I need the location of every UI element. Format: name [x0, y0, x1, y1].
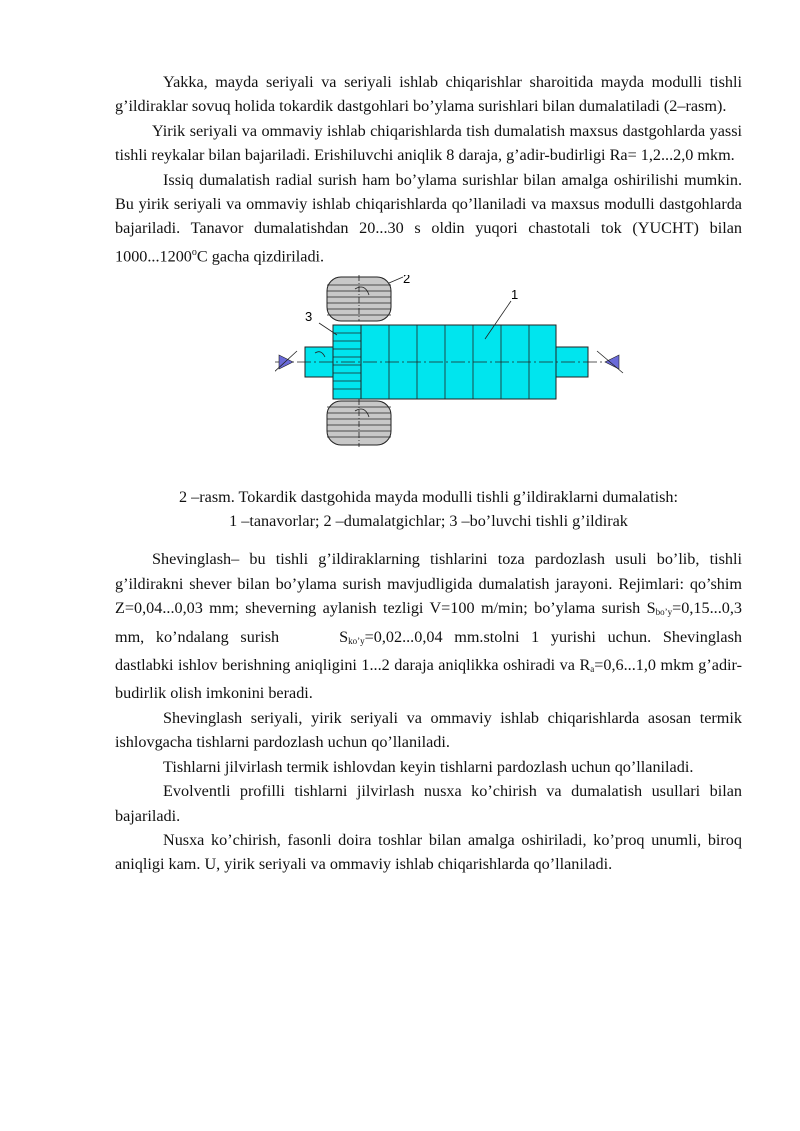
- paragraph-copying: Nusxa ko’chirish, fasonli doira toshlar bilan amalga oshiriladi, ko’proq unumli, biroq aniqligi kam. U, yirik seriyali va ommaviy ishlab chiqarishlarda qo’llaniladi.: [115, 830, 742, 874]
- shaving-text-1: Shevinglash– bu tishli g’ildiraklarning tishlarini toza pardozlash usuli bo’lib, tishli g’ildirakni shever bilan bo’ylama surish mavjudligida dumalatish jarayoni. Rejimlari: qo’shim Z=0,04...0,03 mm; sheverning aylanish tezligi V=100 m/min; bo’ylama surish S: [115, 550, 742, 618]
- paragraph-involute-grinding: Evolventli profilli tishlarni jilvirlash nusxa ko’chirish va dumalatish usullari bilan bajariladi.: [115, 782, 742, 825]
- paragraph-grinding: Tishlarni jilvirlash termik ishlovdan keyin tishlarni pardozlash uchun qo’llaniladi.: [163, 757, 694, 776]
- lower-roller: [327, 399, 391, 447]
- figure-gear-rolling: [115, 275, 742, 471]
- shaving-text-2: =0,15...0,3 mm, ko’ndalang surish: [115, 599, 742, 646]
- label-1: 1: [511, 286, 519, 302]
- upper-roller: [327, 275, 391, 321]
- degree-sup: o: [191, 246, 197, 258]
- shaving-text-3: =0,02...0,04 mm.stolni 1 yurishi uchun. Shevinglash dastlabki ishlov berishning aniqligini 1...2 daraja aniqlikka oshiradi va R: [115, 627, 742, 675]
- paragraph-mass-production: Yirik seriyali va ommaviy ishlab chiqarishlarda tish dumalatish maxsus dastgohlarda yassi tishli reykalar bilan bajariladi. Erishiluvchi aniqlik 8 daraja, g’adir-budirligi Ra= 1,2...2,0 mkm.: [115, 121, 742, 165]
- paragraph-shaving-definition: [115, 547, 742, 705]
- gear-rolling-diagram: [275, 275, 625, 471]
- document-page: [115, 70, 742, 877]
- caption-line-1: 2 –rasm. Tokardik dastgohida mayda modulli tishli g’ildiraklarni dumalatish:: [179, 487, 678, 506]
- caption-line-2: 1 –tanavorlar; 2 –dumalatgichlar; 3 –bo’luvchi tishli g’ildirak: [229, 512, 628, 531]
- sub-a: a: [590, 664, 595, 675]
- label-2: 2: [403, 274, 411, 286]
- hot-rolling-text-end: C gacha qizdiriladi.: [196, 247, 325, 266]
- figure-caption: [115, 485, 742, 534]
- paragraph-shaving-use: Shevinglash seriyali, yirik seriyali va ommaviy ishlab chiqarishlarda asosan termik ishlovgacha tishlarni pardozlash uchun qo’llaniladi.: [115, 708, 742, 752]
- hot-rolling-text: Issiq dumalatish radial surish ham bo’ylama surishlar bilan amalga oshirilishi mumkin. Bu yirik seriyali va ommaviy ishlab chiqarishlarda qo’llaniladi va maxsus modulli dastgohlarda bajariladi. Tanavor dumalatishdan 20...30 s oldin yuqori chastotali tok (YUCHT) bilan 1000...1200: [115, 170, 742, 266]
- paragraph-hot-rolling: [115, 168, 742, 269]
- shaving-s: S: [339, 627, 349, 646]
- shaving-text-4: =0,6...1,0 mkm g’adir-budirlik olish imkonini beradi.: [115, 656, 743, 703]
- sub-koy: ko’y: [348, 635, 365, 646]
- sub-boy: bo’y: [655, 607, 673, 618]
- paragraph-cold-rolling: Yakka, mayda seriyali va seriyali ishlab chiqarishlar sharoitida mayda modulli tishli g’ildiraklar sovuq holida tokardik dastgohlari bo’ylama surishlari bilan dumalatiladi (2–rasm).: [115, 73, 742, 116]
- label-3: 3: [305, 308, 313, 324]
